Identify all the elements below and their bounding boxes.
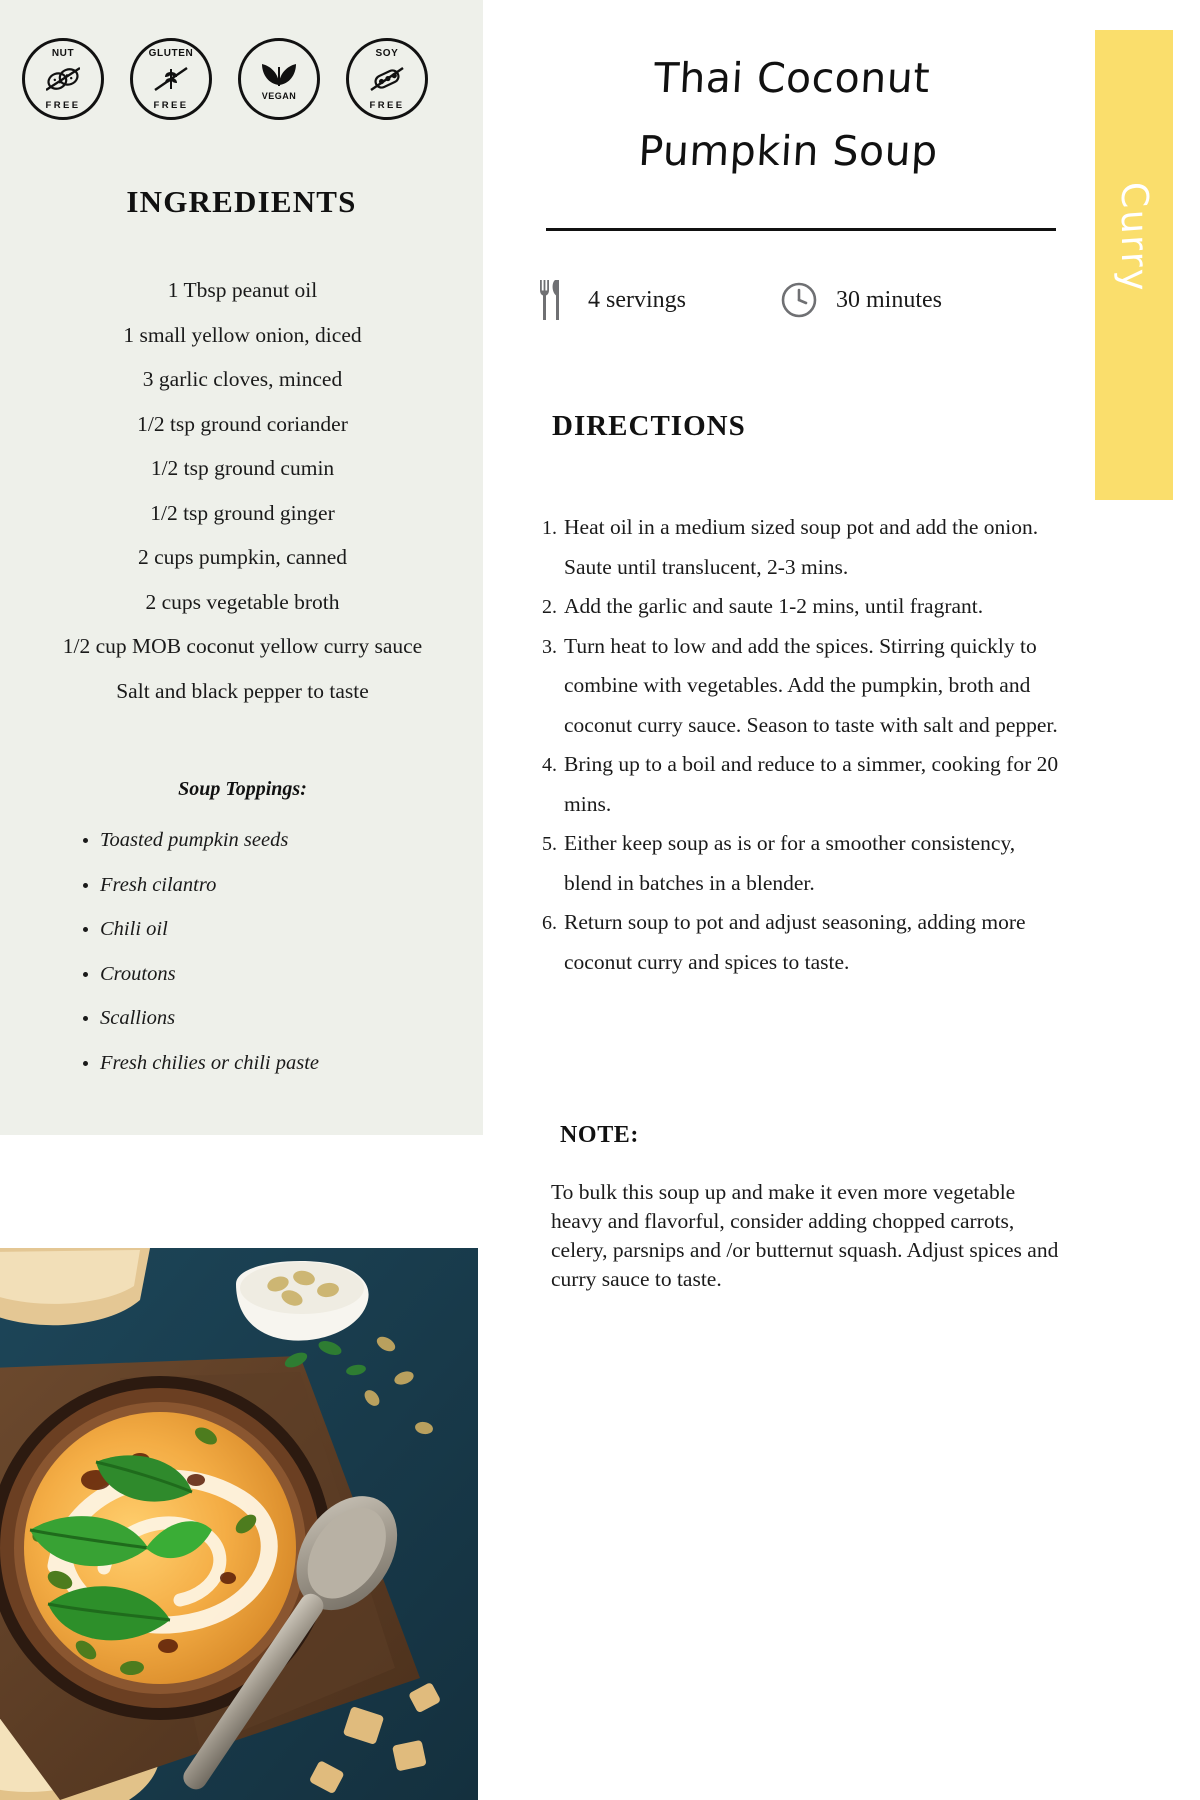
- list-item: 5. Either keep soup as is or for a smoother consistency, blend in batches in a blender.: [562, 824, 1065, 903]
- list-item: • Fresh cilantro: [100, 863, 458, 908]
- nut-free-badge-bottom: FREE: [45, 100, 81, 111]
- vegan-badge: [238, 38, 320, 120]
- ingredient-item: 1/2 tsp ground coriander: [137, 411, 348, 436]
- gluten-free-badge: [130, 38, 212, 120]
- servings-meta: [528, 278, 776, 322]
- ingredient-item: 3 garlic cloves, minced: [142, 367, 343, 391]
- gluten-free-badge-bottom: FREE: [153, 100, 189, 111]
- page-title: [516, 42, 1064, 188]
- category-tab-label: Curry: [1112, 180, 1156, 295]
- fork-knife-icon: [528, 278, 574, 322]
- soy-free-badge-top: SOY: [375, 48, 399, 59]
- ingredients-panel: [0, 0, 483, 1135]
- ingredient-item: 1/2 tsp ground cumin: [150, 456, 335, 480]
- list-item: • Toasted pumpkin seeds: [100, 818, 458, 863]
- leaf-icon: [259, 58, 299, 88]
- servings-label: 4 servings: [588, 286, 686, 313]
- page-title-line-2: Pumpkin Soup: [637, 127, 939, 175]
- note-body: To bulk this soup up and make it even more vegetable heavy and flavorful, consider adding chopped carrots, celery, parsnips and /or butternut squash. Adjust spices and curry sauce to taste.: [551, 1180, 1059, 1291]
- list-item: 6. Return soup to pot and adjust seasoning, adding more coconut curry and spices to taste.: [562, 903, 1065, 982]
- time-meta: [776, 281, 942, 319]
- list-item: • Croutons: [100, 952, 458, 997]
- dietary-badges: [22, 38, 462, 120]
- ingredient-item: 1/2 tsp ground ginger: [150, 500, 335, 525]
- list-item: 4. Bring up to a boil and reduce to a simmer, cooking for 20 mins.: [562, 745, 1065, 824]
- title-divider: [546, 228, 1056, 231]
- directions-list: [520, 508, 1065, 982]
- directions-heading: DIRECTIONS: [552, 410, 746, 442]
- gluten-free-badge-top: GLUTEN: [148, 48, 194, 59]
- vegan-badge-label: VEGAN: [261, 91, 297, 101]
- category-tab-label-wrap: [1095, 30, 1173, 500]
- peanut-icon: [46, 67, 80, 91]
- toppings-list: [78, 818, 458, 1085]
- soy-free-badge: [346, 38, 428, 120]
- soup-photo-illustration: [0, 1248, 478, 1800]
- ingredients-heading: INGREDIENTS: [126, 184, 357, 219]
- note-heading: NOTE:: [560, 1122, 640, 1148]
- soup-photo: [0, 1248, 478, 1800]
- soybean-icon: [370, 66, 404, 92]
- ingredient-item: 2 cups vegetable broth: [145, 589, 340, 614]
- page-title-line-1: Thai Coconut: [652, 54, 932, 102]
- list-item: • Chili oil: [100, 907, 458, 952]
- ingredient-item: 1 small yellow onion, diced: [123, 322, 362, 347]
- list-item: • Scallions: [100, 996, 458, 1041]
- soy-free-badge-bottom: FREE: [369, 100, 405, 111]
- list-item: 1. Heat oil in a medium sized soup pot and add the onion. Saute until translucent, 2-3 mins.: [562, 508, 1065, 587]
- list-item: • Fresh chilies or chili paste: [100, 1041, 458, 1086]
- toppings-heading: Soup Toppings:: [178, 778, 307, 800]
- nut-free-badge: [22, 38, 104, 120]
- ingredient-item: Salt and black pepper to taste: [116, 678, 369, 703]
- ingredient-item: 1/2 cup MOB coconut yellow curry sauce: [62, 634, 423, 658]
- list-item: 3. Turn heat to low and add the spices. Stirring quickly to combine with vegetables. Add the pumpkin, broth and coconut curry sauce. Season to taste with salt and pepper.: [562, 627, 1065, 746]
- list-item: 2. Add the garlic and saute 1-2 mins, until fragrant.: [562, 587, 1065, 627]
- time-label: 30 minutes: [836, 286, 942, 313]
- ingredient-item: 2 cups pumpkin, canned: [138, 545, 347, 569]
- recipe-meta: [528, 278, 1068, 322]
- clock-icon: [776, 281, 822, 319]
- ingredient-item: 1 Tbsp peanut oil: [167, 278, 318, 302]
- nut-free-badge-top: NUT: [51, 48, 75, 59]
- wheat-icon: [154, 66, 188, 92]
- ingredients-list: [45, 268, 440, 713]
